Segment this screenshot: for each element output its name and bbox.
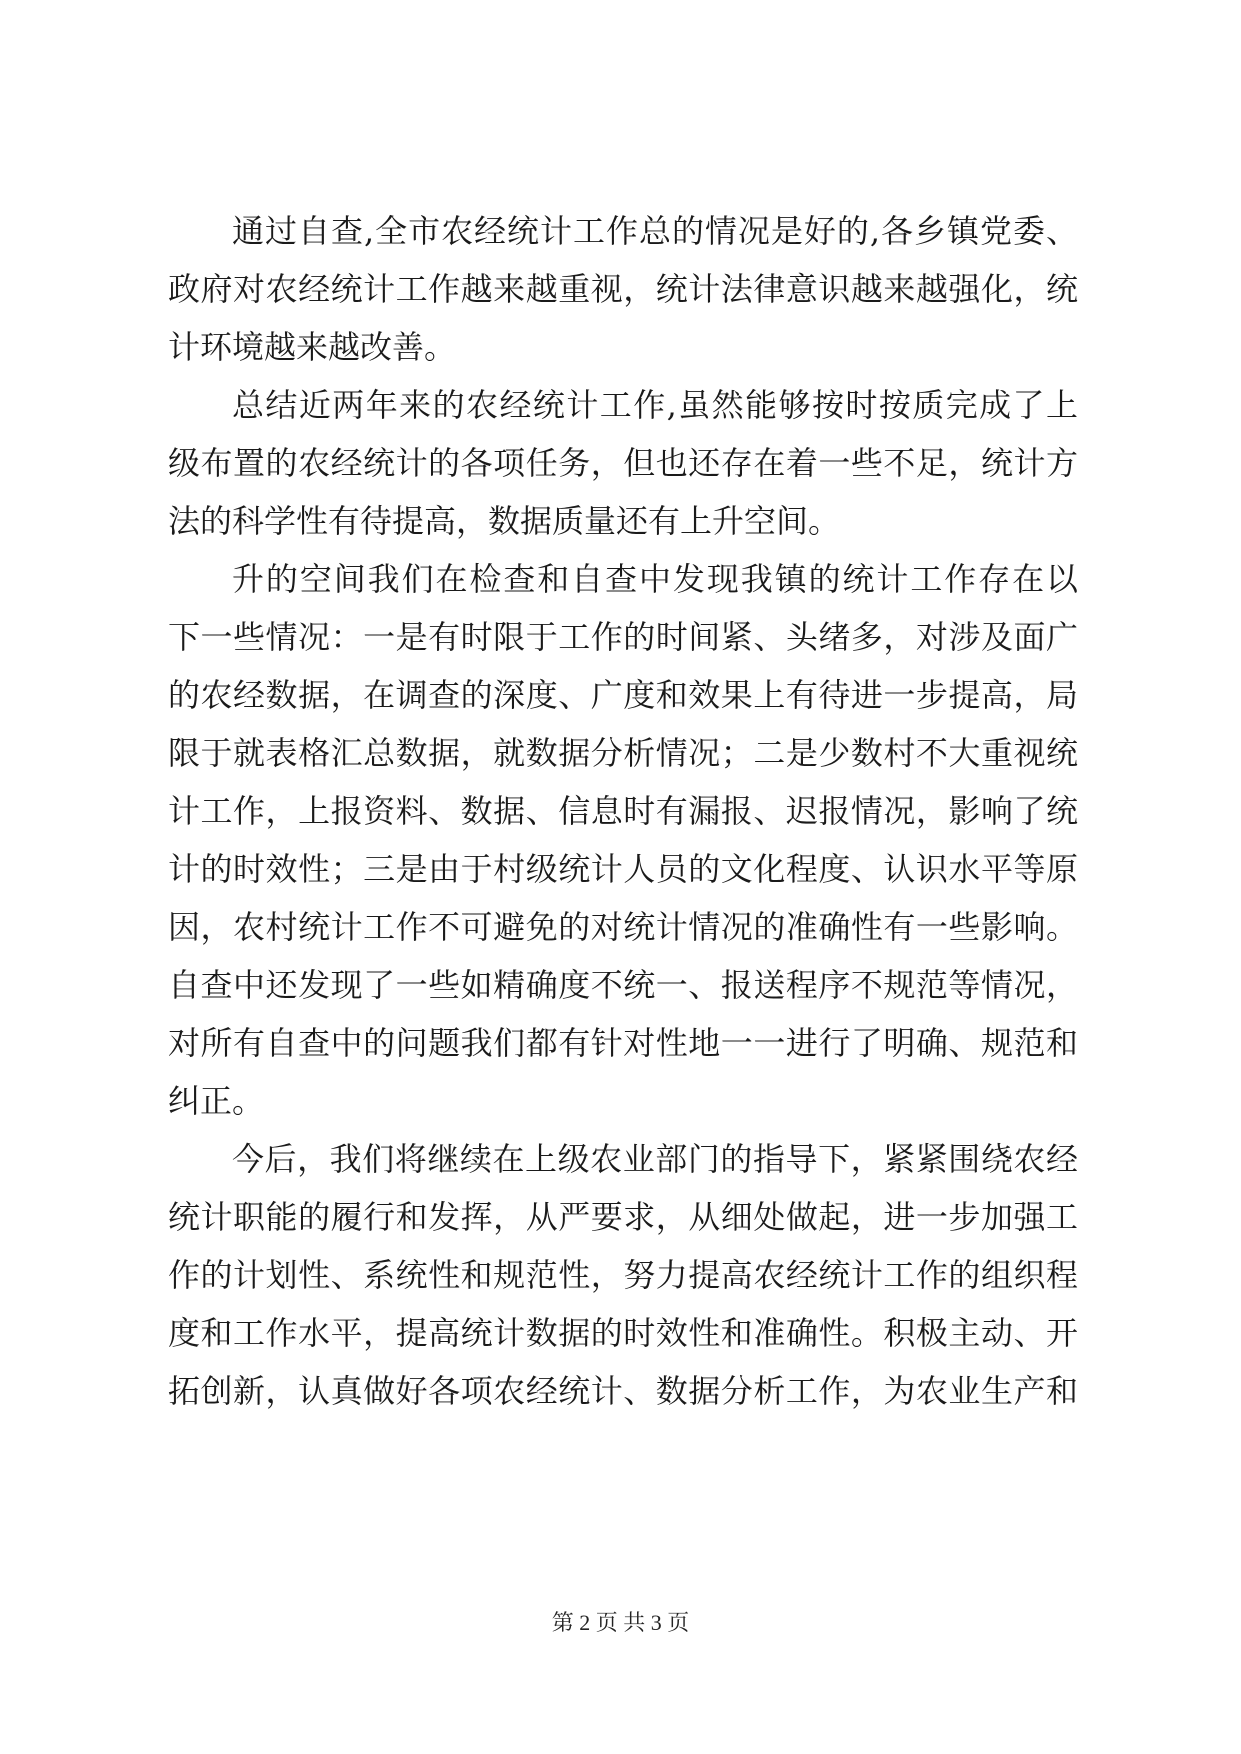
text-line: 统计职能的履行和发挥，从严要求，从细处做起，进一步加强工 [168,1198,1078,1236]
text-line: 对所有自查中的问题我们都有针对性地一一进行了明确、规范和 [168,1024,1078,1062]
text-line: 作的计划性、系统性和规范性，努力提高农经统计工作的组织程 [168,1256,1078,1294]
text-line: 度和工作水平，提高统计数据的时效性和准确性。积极主动、开 [168,1314,1078,1352]
text-line: 计的时效性；三是由于村级统计人员的文化程度、认识水平等原 [168,850,1078,888]
text-line: 级布置的农经统计的各项任务，但也还存在着一些不足，统计方 [168,444,1078,482]
text-line: 总结近两年来的农经统计工作,虽然能够按时按质完成了上 [232,386,1078,424]
page-footer: 第 2 页 共 3 页 [551,1610,690,1635]
text-line: 下一些情况：一是有时限于工作的时间紧、头绪多，对涉及面广 [168,618,1078,656]
text-line: 政府对农经统计工作越来越重视，统计法律意识越来越强化，统 [168,270,1078,308]
text-line: 的农经数据，在调查的深度、广度和效果上有待进一步提高，局 [168,676,1078,714]
text-line: 法的科学性有待提高，数据质量还有上升空间。 [168,502,841,540]
text-line: 限于就表格汇总数据，就数据分析情况；二是少数村不大重视统 [168,734,1078,772]
text-line: 升的空间我们在检查和自查中发现我镇的统计工作存在以 [232,560,1078,598]
text-line: 自查中还发现了一些如精确度不统一、报送程序不规范等情况， [168,966,1078,1004]
text-line: 计工作，上报资料、数据、信息时有漏报、迟报情况，影响了统 [168,792,1078,830]
text-line: 计环境越来越改善。 [168,328,457,366]
text-line: 拓创新，认真做好各项农经统计、数据分析工作，为农业生产和 [168,1372,1078,1410]
text-line: 因，农村统计工作不可避免的对统计情况的准确性有一些影响。 [168,908,1078,946]
text-line: 通过自查,全市农经统计工作总的情况是好的,各乡镇党委、 [232,212,1078,250]
text-line: 纠正。 [168,1082,265,1120]
text-line: 今后，我们将继续在上级农业部门的指导下，紧紧围绕农经 [232,1140,1078,1178]
